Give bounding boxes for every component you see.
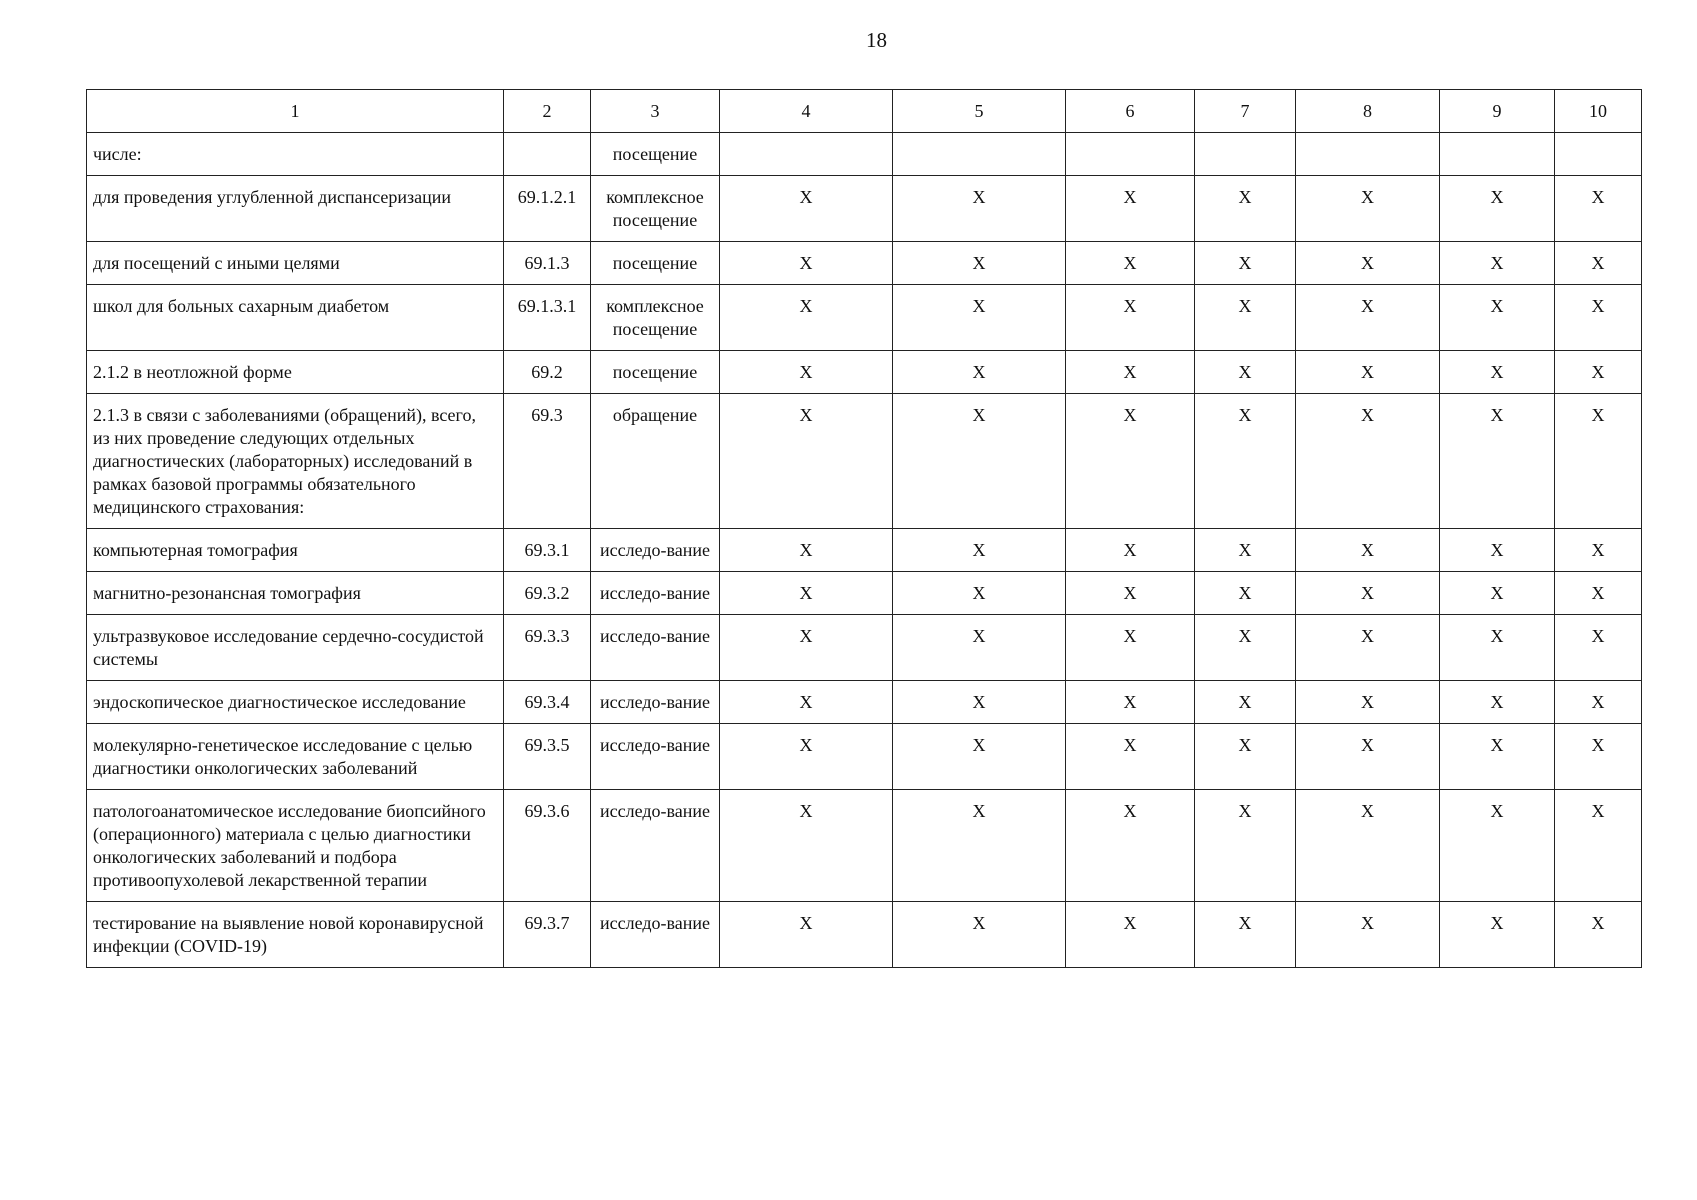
row-value-cell: X xyxy=(1066,615,1195,681)
row-name-cell: эндоскопическое диагностическое исследование xyxy=(87,681,504,724)
row-code-cell: 69.3 xyxy=(504,394,591,529)
row-name-cell: патологоанатомическое исследование биопсийного (операционного) материала с целью диагностики онкологических заболеваний и подбора противоопухолевой лекарственной терапии xyxy=(87,790,504,902)
row-code-cell: 69.2 xyxy=(504,351,591,394)
row-name-cell: молекулярно-генетическое исследование с целью диагностики онкологических заболеваний xyxy=(87,724,504,790)
column-header: 7 xyxy=(1195,90,1296,133)
row-value-cell: X xyxy=(1440,572,1555,615)
row-value-cell: X xyxy=(1066,724,1195,790)
row-value-cell: X xyxy=(1440,394,1555,529)
row-value-cell: X xyxy=(1555,724,1642,790)
row-value-cell: X xyxy=(1195,242,1296,285)
column-header: 10 xyxy=(1555,90,1642,133)
row-value-cell: X xyxy=(1555,572,1642,615)
table-row xyxy=(87,529,1642,572)
row-value-cell: X xyxy=(1555,242,1642,285)
row-value-cell: X xyxy=(1066,902,1195,968)
row-value-cell: X xyxy=(1555,790,1642,902)
row-value-cell: X xyxy=(720,615,893,681)
row-unit-cell: посещение xyxy=(591,351,720,394)
row-value-cell: X xyxy=(720,242,893,285)
row-value-cell: X xyxy=(720,394,893,529)
row-code-cell: 69.1.3 xyxy=(504,242,591,285)
row-value-cell: X xyxy=(1195,285,1296,351)
row-value-cell: X xyxy=(1440,724,1555,790)
row-value-cell: X xyxy=(720,724,893,790)
row-value-cell: X xyxy=(1195,615,1296,681)
row-value-cell: X xyxy=(1555,394,1642,529)
row-unit-cell: исследо-вание xyxy=(591,529,720,572)
row-name-cell: компьютерная томография xyxy=(87,529,504,572)
row-unit-cell: исследо-вание xyxy=(591,615,720,681)
row-value-cell: X xyxy=(1066,790,1195,902)
row-code-cell: 69.3.4 xyxy=(504,681,591,724)
row-value-cell: X xyxy=(1296,285,1440,351)
row-value-cell xyxy=(1555,133,1642,176)
row-value-cell: X xyxy=(1440,681,1555,724)
row-value-cell: X xyxy=(720,285,893,351)
row-name-cell: ультразвуковое исследование сердечно-сосудистой системы xyxy=(87,615,504,681)
row-name-cell: числе: xyxy=(87,133,504,176)
row-value-cell: X xyxy=(1066,351,1195,394)
row-value-cell: X xyxy=(1066,572,1195,615)
row-value-cell: X xyxy=(893,724,1066,790)
table-row xyxy=(87,681,1642,724)
row-value-cell: X xyxy=(1555,529,1642,572)
row-value-cell: X xyxy=(1195,176,1296,242)
row-value-cell: X xyxy=(720,681,893,724)
row-value-cell: X xyxy=(893,529,1066,572)
column-header: 5 xyxy=(893,90,1066,133)
row-name-cell: тестирование на выявление новой коронавирусной инфекции (COVID-19) xyxy=(87,902,504,968)
row-unit-cell: обращение xyxy=(591,394,720,529)
row-value-cell: X xyxy=(893,351,1066,394)
column-header: 4 xyxy=(720,90,893,133)
row-value-cell: X xyxy=(1440,615,1555,681)
row-unit-cell: посещение xyxy=(591,133,720,176)
row-value-cell: X xyxy=(1555,615,1642,681)
row-value-cell xyxy=(1066,133,1195,176)
row-value-cell: X xyxy=(1296,529,1440,572)
row-value-cell: X xyxy=(893,572,1066,615)
row-value-cell xyxy=(1195,133,1296,176)
row-value-cell: X xyxy=(1440,790,1555,902)
row-value-cell: X xyxy=(1440,285,1555,351)
row-value-cell: X xyxy=(1066,176,1195,242)
data-table xyxy=(86,89,1642,968)
row-value-cell: X xyxy=(893,285,1066,351)
table-row xyxy=(87,394,1642,529)
row-code-cell: 69.1.2.1 xyxy=(504,176,591,242)
row-value-cell: X xyxy=(893,394,1066,529)
table-row xyxy=(87,790,1642,902)
row-value-cell: X xyxy=(1195,572,1296,615)
row-unit-cell: комплексное посещение xyxy=(591,285,720,351)
row-value-cell: X xyxy=(720,529,893,572)
table-row xyxy=(87,133,1642,176)
row-unit-cell: комплексное посещение xyxy=(591,176,720,242)
row-value-cell: X xyxy=(1195,394,1296,529)
row-value-cell: X xyxy=(1296,394,1440,529)
row-code-cell: 69.1.3.1 xyxy=(504,285,591,351)
table-row xyxy=(87,176,1642,242)
table-row xyxy=(87,902,1642,968)
row-unit-cell: исследо-вание xyxy=(591,902,720,968)
row-value-cell xyxy=(1440,133,1555,176)
table-row xyxy=(87,615,1642,681)
row-value-cell: X xyxy=(1440,529,1555,572)
row-value-cell: X xyxy=(893,790,1066,902)
table-body xyxy=(87,90,1642,968)
row-value-cell: X xyxy=(1195,681,1296,724)
row-name-cell: 2.1.3 в связи с заболеваниями (обращений), всего, из них проведение следующих отдельных диагностических (лабораторных) исследований в рамках базовой программы обязательного медицинского страхования: xyxy=(87,394,504,529)
row-value-cell: X xyxy=(1195,724,1296,790)
row-value-cell xyxy=(1296,133,1440,176)
column-header: 6 xyxy=(1066,90,1195,133)
column-header: 2 xyxy=(504,90,591,133)
row-value-cell: X xyxy=(1440,351,1555,394)
row-unit-cell: исследо-вание xyxy=(591,681,720,724)
row-value-cell: X xyxy=(1296,176,1440,242)
row-name-cell: для посещений с иными целями xyxy=(87,242,504,285)
table-row xyxy=(87,572,1642,615)
row-name-cell: для проведения углубленной диспансеризации xyxy=(87,176,504,242)
column-header: 9 xyxy=(1440,90,1555,133)
row-unit-cell: посещение xyxy=(591,242,720,285)
row-value-cell: X xyxy=(1296,242,1440,285)
row-value-cell: X xyxy=(1296,790,1440,902)
table-row xyxy=(87,242,1642,285)
row-value-cell: X xyxy=(720,790,893,902)
row-value-cell: X xyxy=(1555,681,1642,724)
row-value-cell: X xyxy=(1066,394,1195,529)
table-row xyxy=(87,351,1642,394)
page-number: 18 xyxy=(866,28,887,52)
row-code-cell: 69.3.2 xyxy=(504,572,591,615)
row-code-cell: 69.3.6 xyxy=(504,790,591,902)
row-code-cell: 69.3.1 xyxy=(504,529,591,572)
row-value-cell: X xyxy=(720,902,893,968)
column-header: 8 xyxy=(1296,90,1440,133)
row-value-cell xyxy=(893,133,1066,176)
row-value-cell: X xyxy=(1296,572,1440,615)
row-unit-cell: исследо-вание xyxy=(591,572,720,615)
row-code-cell: 69.3.7 xyxy=(504,902,591,968)
row-value-cell: X xyxy=(1440,902,1555,968)
column-number-header-row xyxy=(87,90,1642,133)
row-value-cell: X xyxy=(1555,902,1642,968)
row-value-cell: X xyxy=(893,615,1066,681)
row-value-cell: X xyxy=(1195,529,1296,572)
row-value-cell: X xyxy=(1296,351,1440,394)
column-header: 1 xyxy=(87,90,504,133)
row-value-cell: X xyxy=(720,176,893,242)
row-value-cell xyxy=(720,133,893,176)
row-unit-cell: исследо-вание xyxy=(591,790,720,902)
row-value-cell: X xyxy=(893,176,1066,242)
row-value-cell: X xyxy=(1195,351,1296,394)
row-code-cell xyxy=(504,133,591,176)
table-row xyxy=(87,724,1642,790)
row-value-cell: X xyxy=(1195,790,1296,902)
row-value-cell: X xyxy=(893,681,1066,724)
row-value-cell: X xyxy=(720,572,893,615)
row-unit-cell: исследо-вание xyxy=(591,724,720,790)
row-name-cell: 2.1.2 в неотложной форме xyxy=(87,351,504,394)
row-name-cell: школ для больных сахарным диабетом xyxy=(87,285,504,351)
row-code-cell: 69.3.3 xyxy=(504,615,591,681)
row-value-cell: X xyxy=(1066,681,1195,724)
table-row xyxy=(87,285,1642,351)
row-value-cell: X xyxy=(1555,285,1642,351)
row-value-cell: X xyxy=(1296,681,1440,724)
row-value-cell: X xyxy=(1296,902,1440,968)
row-value-cell: X xyxy=(893,242,1066,285)
row-value-cell: X xyxy=(1066,242,1195,285)
column-header: 3 xyxy=(591,90,720,133)
row-value-cell: X xyxy=(720,351,893,394)
row-value-cell: X xyxy=(1195,902,1296,968)
row-code-cell: 69.3.5 xyxy=(504,724,591,790)
row-value-cell: X xyxy=(1296,724,1440,790)
row-name-cell: магнитно-резонансная томография xyxy=(87,572,504,615)
row-value-cell: X xyxy=(1296,615,1440,681)
row-value-cell: X xyxy=(1066,285,1195,351)
row-value-cell: X xyxy=(1440,176,1555,242)
row-value-cell: X xyxy=(893,902,1066,968)
row-value-cell: X xyxy=(1555,351,1642,394)
row-value-cell: X xyxy=(1066,529,1195,572)
row-value-cell: X xyxy=(1555,176,1642,242)
row-value-cell: X xyxy=(1440,242,1555,285)
